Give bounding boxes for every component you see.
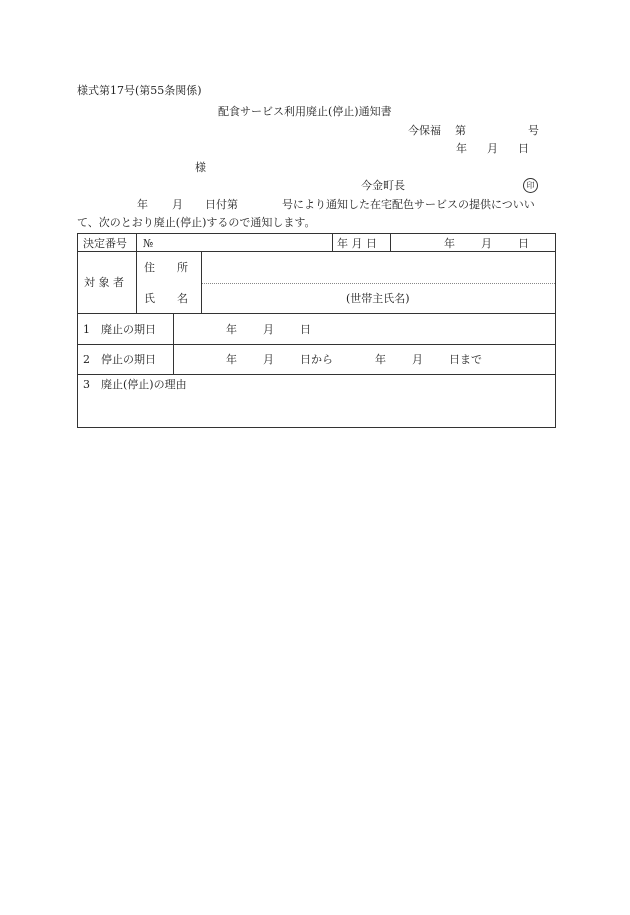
header-date (456, 143, 529, 154)
header-date-month: 月 (487, 142, 498, 155)
table-rule (78, 251, 555, 252)
body-line-1 (137, 199, 535, 210)
table-rule (136, 251, 137, 313)
body-month: 月 (172, 198, 183, 211)
table-rule (173, 313, 174, 374)
decision-date-month: 月 (481, 237, 492, 250)
abolition-day: 日 (300, 323, 311, 336)
decision-number-field[interactable]: № (143, 237, 154, 250)
name-label: 氏 名 (144, 292, 188, 305)
suspension-date-label: 2 停止の期日 (83, 353, 156, 366)
suspension-year: 年 (226, 353, 237, 366)
seal-mark: 印 (523, 178, 538, 193)
table-rule (201, 251, 202, 313)
table-rule (332, 234, 333, 251)
subject-label: 対 象 者 (84, 276, 124, 289)
table-rule (136, 234, 137, 251)
decision-date-field[interactable] (444, 238, 529, 249)
doc-number-dai: 第 (455, 124, 466, 137)
body-line-1-rest: 号により通知した在宅配色サービスの提供についい (282, 198, 535, 211)
suspension-year-2: 年 (375, 353, 386, 366)
table-dotted-rule (201, 283, 555, 284)
address-label: 住 所 (144, 261, 188, 274)
doc-number-go: 号 (528, 124, 539, 137)
table-rule (390, 234, 391, 251)
addressee-suffix: 様 (195, 161, 206, 174)
document-title: 配食サービス利用廃止(停止)通知書 (218, 105, 392, 118)
decision-date-day: 日 (518, 237, 529, 250)
decision-number-label: 決定番号 (83, 237, 127, 250)
suspension-month: 月 (263, 353, 274, 366)
suspension-month-2: 月 (412, 353, 423, 366)
sender-name: 今金町長 (361, 179, 405, 192)
abolition-year: 年 (226, 323, 237, 336)
body-year: 年 (137, 198, 148, 211)
reason-field[interactable] (83, 394, 548, 422)
table-rule (78, 344, 555, 345)
suspension-day-from: 日から (300, 353, 333, 366)
suspension-date-field[interactable] (226, 354, 482, 365)
suspension-day-to: 日まで (449, 353, 482, 366)
header-date-year: 年 (456, 142, 467, 155)
document-number (408, 125, 539, 136)
abolition-date-field[interactable] (226, 324, 311, 335)
abolition-date-label: 1 廃止の期日 (83, 323, 156, 336)
doc-number-prefix: 今保福 (408, 124, 441, 137)
notice-form-table (77, 233, 556, 428)
address-field[interactable] (208, 256, 548, 280)
name-field[interactable]: (世帯主氏名) (346, 292, 410, 305)
decision-date-label: 年 月 日 (337, 237, 377, 250)
body-line-2: て、次のとおり廃止(停止)するので通知します。 (77, 216, 316, 229)
reason-label: 3 廃止(停止)の理由 (83, 378, 187, 391)
table-rule (78, 374, 555, 375)
header-date-day: 日 (518, 142, 529, 155)
body-day-ref: 日付第 (205, 198, 238, 211)
abolition-month: 月 (263, 323, 274, 336)
decision-date-year: 年 (444, 237, 455, 250)
table-rule (78, 313, 555, 314)
form-number: 様式第17号(第55条関係) (77, 84, 202, 97)
